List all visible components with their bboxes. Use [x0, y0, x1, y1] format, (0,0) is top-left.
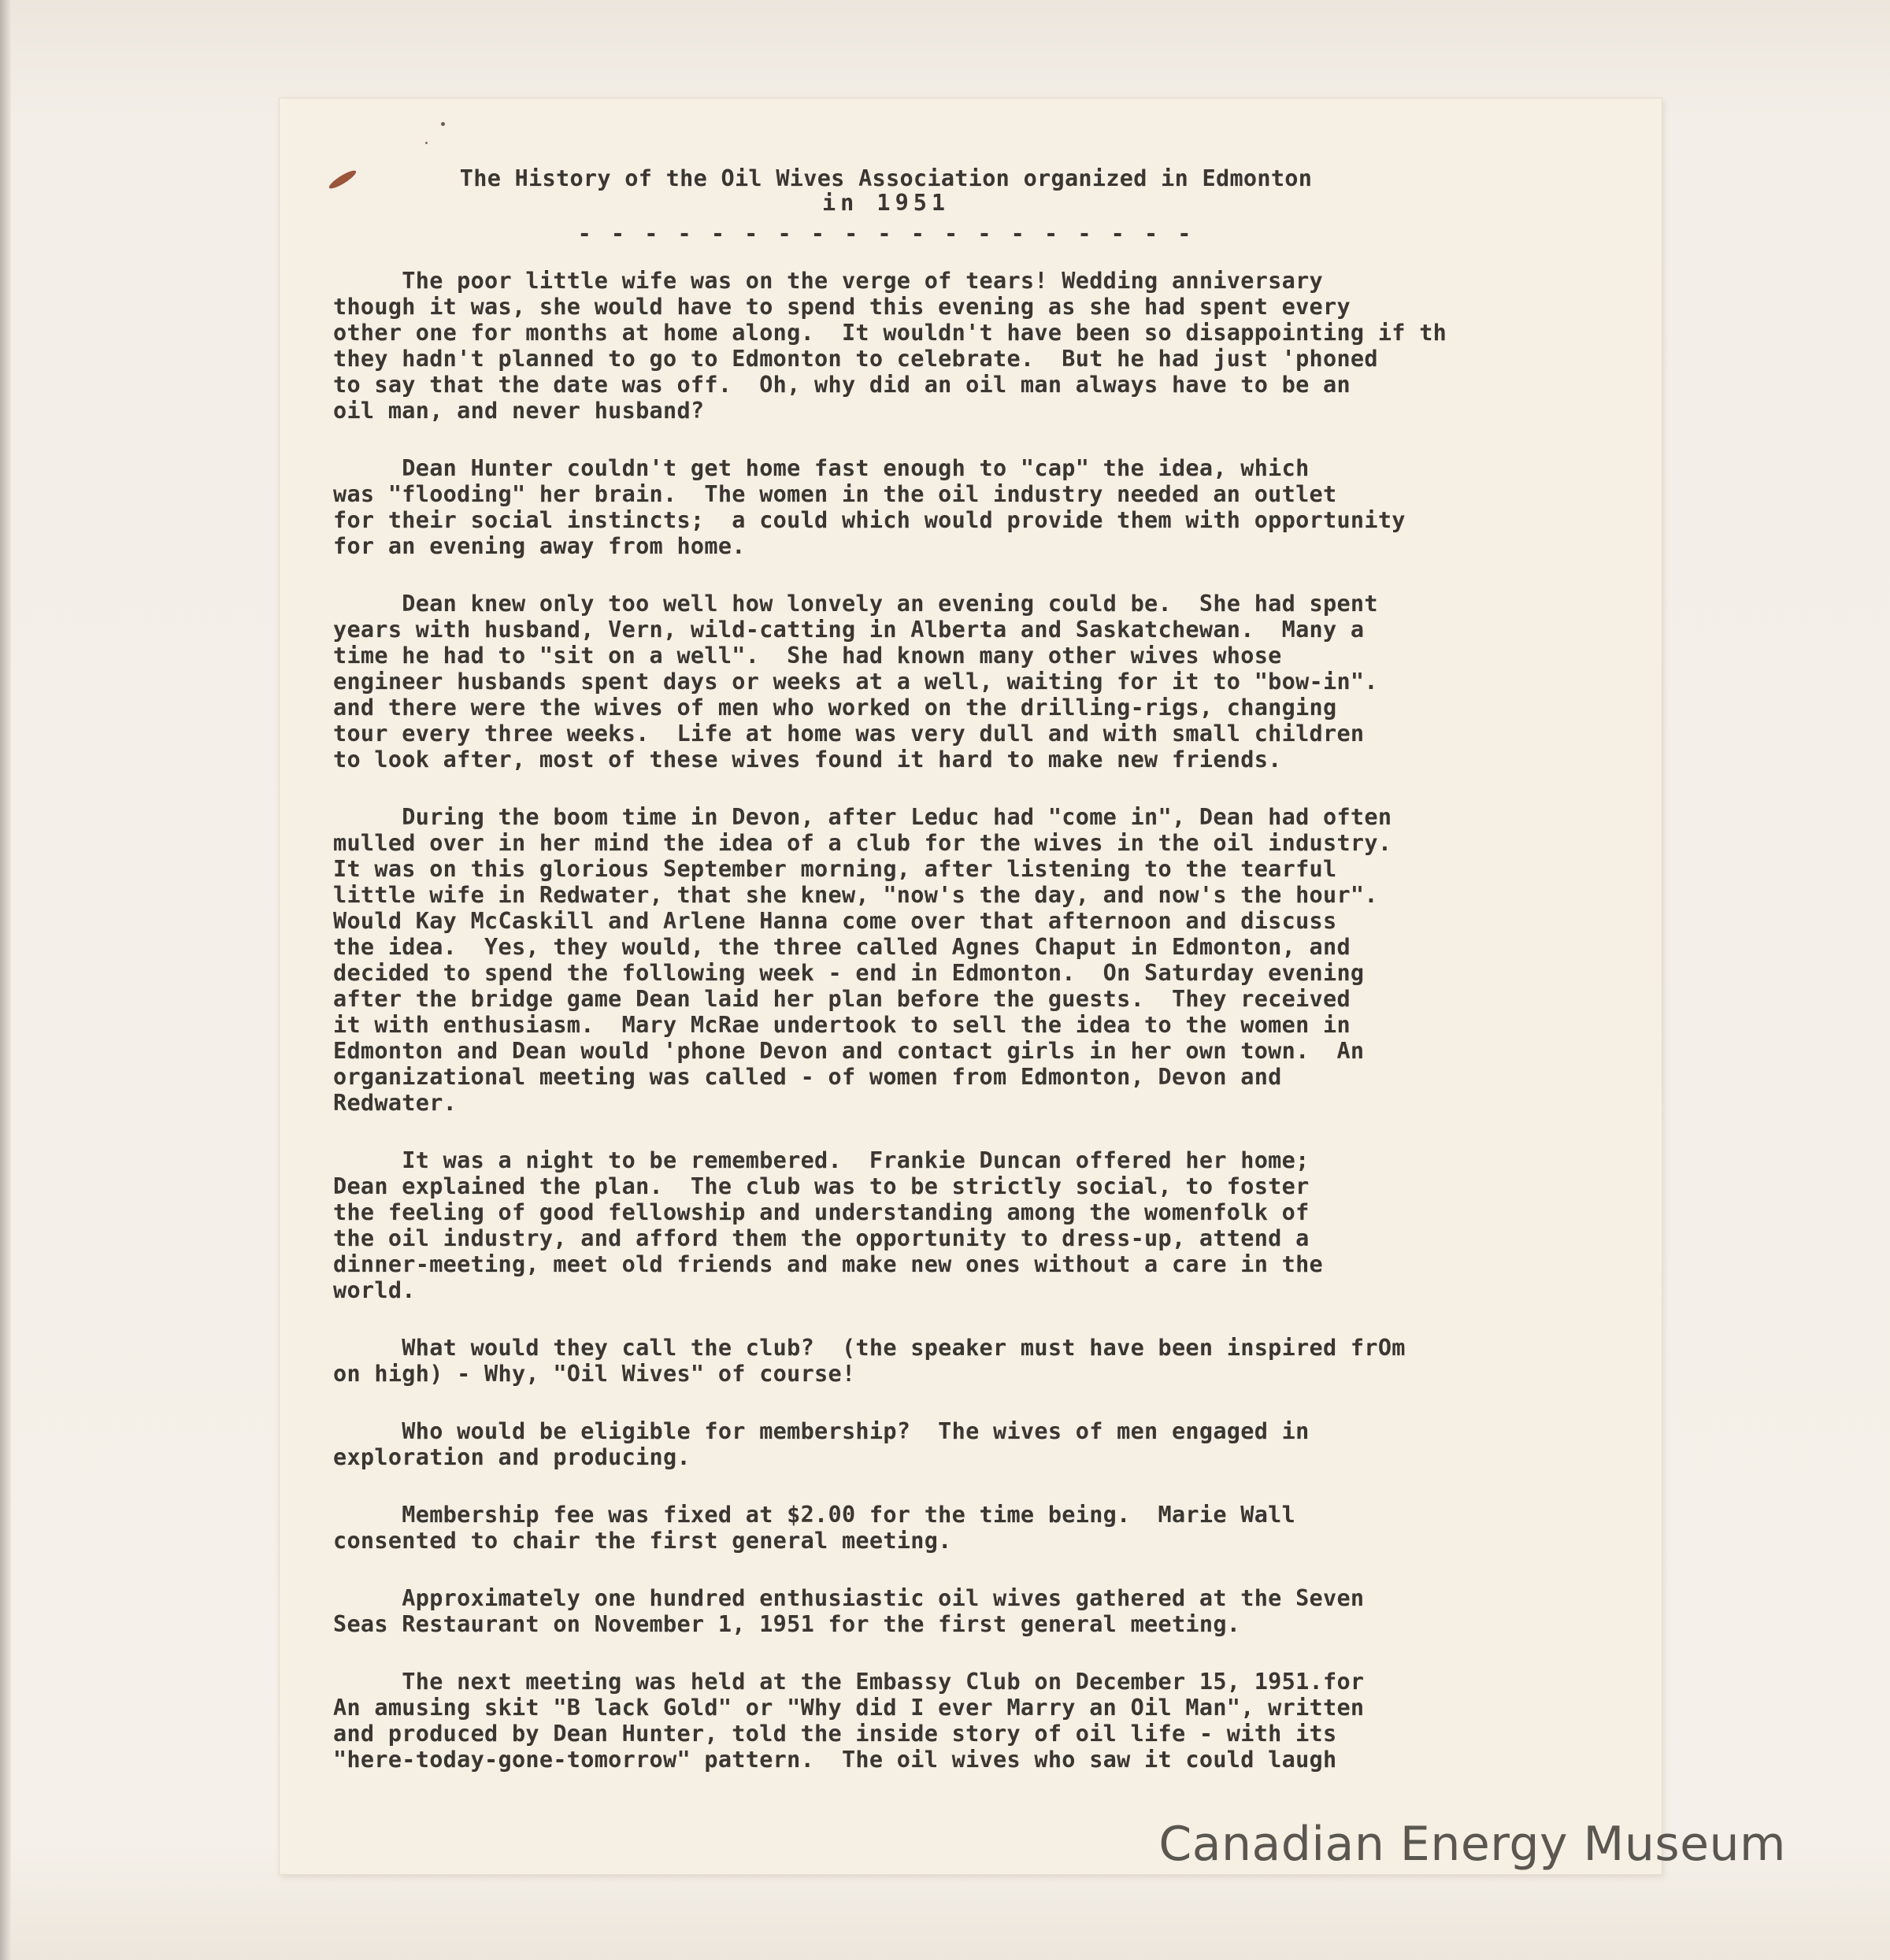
ink-speck [441, 122, 445, 126]
text-line: for their social instincts; a could which would provide them with opportunity [333, 507, 1406, 533]
scan-edge-shadow [0, 0, 11, 1960]
text-line: on high) - Why, "Oil Wives" of course! [333, 1361, 856, 1387]
text-line: to say that the date was off. Oh, why did an oil man always have to be an [333, 372, 1351, 398]
text-line: An amusing skit "B lack Gold" or "Why did I ever Marry an Oil Man", written [333, 1695, 1365, 1721]
text-line: The poor little wife was on the verge of tears! Wedding anniversary [333, 268, 1324, 294]
ink-speck [425, 142, 428, 144]
text-line: dinner-meeting, meet old friends and make new ones without a care in the [333, 1251, 1324, 1277]
title-dashed-rule: - - - - - - - - - - - - - - - - - - - [577, 220, 1195, 246]
text-line: Dean explained the plan. The club was to be strictly social, to foster [333, 1173, 1310, 1199]
text-line: Dean knew only too well how lonvely an evening could be. She had spent [333, 591, 1378, 617]
text-line: was "flooding" her brain. The women in the oil industry needed an outlet [333, 481, 1337, 507]
text-line: the feeling of good fellowship and understanding among the womenfolk of [333, 1199, 1310, 1225]
text-line: Approximately one hundred enthusiastic oil wives gathered at the Seven [333, 1585, 1365, 1611]
text-line: Seas Restaurant on November 1, 1951 for the first general meeting. [333, 1611, 1241, 1637]
paragraph [333, 1502, 1625, 1554]
text-line: the oil industry, and afford them the opportunity to dress-up, attend a [333, 1225, 1310, 1251]
text-line: decided to spend the following week - end in Edmonton. On Saturday evening [333, 960, 1365, 986]
paragraph [333, 1669, 1625, 1773]
museum-watermark: Canadian Energy Museum [1158, 1817, 1786, 1872]
document-title-line-2: in 1951 [821, 190, 951, 216]
text-line: tour every three weeks. Life at home was very dull and with small children [333, 721, 1365, 747]
paragraph [333, 268, 1625, 424]
text-line: Would Kay McCaskill and Arlene Hanna come over that afternoon and discuss [333, 908, 1337, 934]
paragraph [333, 455, 1625, 559]
paragraph [333, 804, 1625, 1116]
text-line: for an evening away from home. [333, 533, 746, 559]
text-line: Edmonton and Dean would 'phone Devon and contact girls in her own town. An [333, 1038, 1365, 1064]
document-title-line-1: The History of the Oil Wives Association organized in Edmonton [459, 165, 1313, 191]
text-line: "here-today-gone-tomorrow" pattern. The oil wives who saw it could laugh [333, 1747, 1337, 1773]
text-line: after the bridge game Dean laid her plan before the guests. They received [333, 986, 1351, 1012]
text-line: engineer husbands spent days or weeks at a well, waiting for it to "bow-in". [333, 669, 1378, 695]
text-line: little wife in Redwater, that she knew, "now's the day, and now's the hour". [333, 882, 1378, 908]
text-line: and there were the wives of men who worked on the drilling-rigs, changing [333, 695, 1337, 721]
text-line: The next meeting was held at the Embassy Club on December 15, 1951.for [333, 1669, 1365, 1695]
text-line: organizational meeting was called - of women from Edmonton, Devon and [333, 1064, 1282, 1090]
text-line: they hadn't planned to go to Edmonton to celebrate. But he had just 'phoned [333, 346, 1378, 372]
text-line: It was on this glorious September morning, after listening to the tearful [333, 856, 1337, 882]
text-line: to look after, most of these wives found it hard to make new friends. [333, 747, 1282, 773]
text-line: It was a night to be remembered. Frankie Duncan offered her home; [333, 1147, 1310, 1173]
text-line: What would they call the club? (the speaker must have been inspired frOm [333, 1335, 1406, 1361]
text-line: and produced by Dean Hunter, told the inside story of oil life - with its [333, 1721, 1337, 1747]
text-line: exploration and producing. [333, 1444, 691, 1470]
text-line: other one for months at home along. It wouldn't have been so disappointing if th [333, 320, 1447, 346]
paragraph [333, 1585, 1625, 1637]
text-line: world. [333, 1277, 416, 1303]
text-line: mulled over in her mind the idea of a club for the wives in the oil industry. [333, 830, 1392, 856]
document-body [333, 268, 1625, 1804]
text-line: During the boom time in Devon, after Leduc had "come in", Dean had often [333, 804, 1392, 830]
paragraph [333, 1147, 1625, 1303]
text-line: Dean Hunter couldn't get home fast enough to "cap" the idea, which [333, 455, 1310, 481]
text-line: time he had to "sit on a well". She had known many other wives whose [333, 643, 1282, 669]
text-line: years with husband, Vern, wild-catting in Alberta and Saskatchewan. Many a [333, 617, 1365, 643]
text-line: oil man, and never husband? [333, 398, 705, 424]
text-line: Who would be eligible for membership? The wives of men engaged in [333, 1418, 1310, 1444]
paragraph [333, 1418, 1625, 1470]
text-line: Membership fee was fixed at $2.00 for the time being. Marie Wall [333, 1502, 1296, 1528]
paragraph [333, 1335, 1625, 1387]
text-line: it with enthusiasm. Mary McRae undertook to sell the idea to the women in [333, 1012, 1351, 1038]
paragraph [333, 591, 1625, 773]
text-line: though it was, she would have to spend this evening as she had spent every [333, 294, 1351, 320]
text-line: consented to chair the first general meeting. [333, 1528, 952, 1554]
typed-page [280, 98, 1662, 1874]
text-line: Redwater. [333, 1090, 458, 1116]
text-line: the idea. Yes, they would, the three called Agnes Chaput in Edmonton, and [333, 934, 1351, 960]
